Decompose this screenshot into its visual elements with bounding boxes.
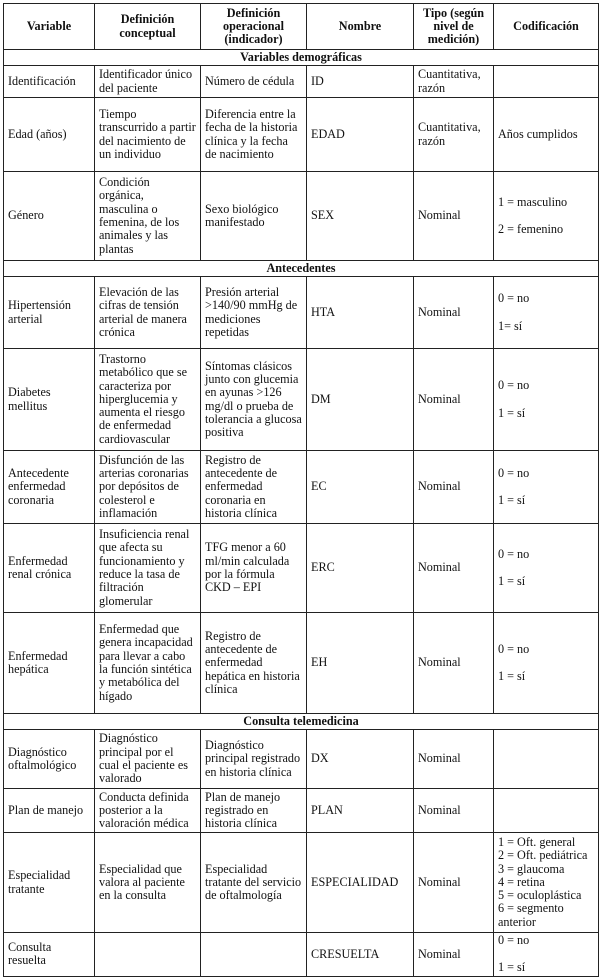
code-line: 5 = oculoplástica [498,888,582,903]
cell-nombre: ESPECIALIDAD [307,833,414,933]
cell-operacional: Registro de antecedente de enfermedad coronaria en historia clínica [201,451,307,524]
cell-operacional: Número de cédula [201,66,307,98]
cell-conceptual: Enfermedad que genera incapacidad para llevar a cabo la función sintética y metabólica del hígado [95,613,201,714]
cell-codificacion [494,613,599,714]
cell-variable: Enfermedad hepática [4,613,95,714]
cell-nombre: EH [307,613,414,714]
code-line: 1 = sí [498,669,526,683]
code-line: 6 = segmento anterior [498,901,564,929]
header-conceptual: Definición conceptual [95,4,201,50]
cell-tipo: Nominal [414,730,494,789]
cell-nombre: PLAN [307,789,414,833]
cell-variable: Antecedente enfermedad coronaria [4,451,95,524]
table-row [4,349,599,451]
cell-tipo: Nominal [414,349,494,451]
cell-nombre: ID [307,66,414,98]
cell-conceptual: Trastorno metabólico que se caracteriza por hiperglucemia y aumenta el riesgo de enfermedad cardiovascular [95,349,201,451]
section-antecedentes: Antecedentes [4,261,599,277]
code-line: 2 = femenino [498,222,564,236]
table-row [4,98,599,172]
cell-codificacion [494,451,599,524]
cell-tipo: Nominal [414,613,494,714]
cell-nombre: DX [307,730,414,789]
cell-operacional: Plan de manejo registrado en historia clínica [201,789,307,833]
table-row [4,730,599,789]
cell-conceptual: Conducta definida posterior a la valoración médica [95,789,201,833]
cell-conceptual: Insuficiencia renal que afecta su funcionamiento y reduce la tasa de filtración glomerular [95,524,201,613]
code-line: 0 = no [498,465,530,480]
cell-variable: Diabetes mellitus [4,349,95,451]
cell-conceptual: Tiempo transcurrido a partir del nacimiento de un individuo [95,98,201,172]
cell-operacional: Diferencia entre la fecha de la historia clínica y la fecha de nacimiento [201,98,307,172]
code-line: 0 = no [498,933,530,947]
header-nombre: Nombre [307,4,414,50]
cell-nombre: ERC [307,524,414,613]
cell-tipo: Cuantitativa, razón [414,98,494,172]
header-operacional: Definición operacional (indicador) [201,4,307,50]
cell-tipo: Nominal [414,833,494,933]
cell-tipo: Nominal [414,451,494,524]
cell-conceptual [95,933,201,977]
code-line: 2 = Oft. pediátrica [498,848,588,863]
header-tipo: Tipo (según nivel de medición) [414,4,494,50]
code-line: 0 = no [498,546,530,561]
code-line: 1= sí [498,318,523,333]
cell-codificacion [494,98,599,172]
code-line: 1 = sí [498,574,526,588]
variables-table [3,3,599,977]
cell-operacional: Síntomas clásicos junto con glucemia en ayunas >126 mg/dl o prueba de tolerancia a glucosa positiva [201,349,307,451]
table-row [4,172,599,261]
cell-operacional: Registro de antecedente de enfermedad hepática en historia clínica [201,613,307,714]
table-row [4,789,599,833]
table-row [4,613,599,714]
cell-conceptual: Elevación de las cifras de tensión arterial de manera crónica [95,277,201,349]
cell-conceptual: Especialidad que valora al paciente en la consulta [95,833,201,933]
cell-operacional: Presión arterial >140/90 mmHg de mediciones repetidas [201,277,307,349]
cell-codificacion [494,730,599,789]
code-line: 1 = sí [498,960,526,975]
cell-operacional: Sexo biológico manifestado [201,172,307,261]
code-line: 1 = sí [498,405,526,420]
cell-codificacion [494,277,599,349]
cell-variable: Enfermedad renal crónica [4,524,95,613]
cell-variable: Género [4,172,95,261]
code-line: 4 = retina [498,874,545,889]
cell-codificacion [494,172,599,261]
cell-codificacion [494,833,599,933]
code-line: 0 = no [498,641,530,656]
cell-conceptual: Condición orgánica, masculina o femenina, de los animales y las plantas [95,172,201,261]
table-row [4,833,599,933]
cell-variable: Diagnóstico oftalmológico [4,730,95,789]
section-row [4,261,599,277]
section-row [4,50,599,66]
cell-variable: Identificación [4,66,95,98]
cell-tipo: Nominal [414,277,494,349]
header-row [4,4,599,50]
code-line: 0 = no [498,378,530,393]
code-line: 1 = sí [498,493,526,507]
section-row [4,714,599,730]
header-codificacion: Codificación [494,4,599,50]
cell-nombre: DM [307,349,414,451]
cell-tipo: Nominal [414,172,494,261]
cell-conceptual: Diagnóstico principal por el cual el paciente es valorado [95,730,201,789]
section-telemedicina: Consulta telemedicina [4,714,599,730]
cell-nombre: EC [307,451,414,524]
cell-variable: Consulta resuelta [4,933,95,977]
cell-tipo: Nominal [414,933,494,977]
cell-codificacion [494,524,599,613]
cell-tipo: Nominal [414,789,494,833]
cell-tipo: Cuantitativa, razón [414,66,494,98]
cell-variable: Especialidad tratante [4,833,95,933]
cell-codificacion [494,66,599,98]
cell-codificacion [494,349,599,451]
code-line: 1 = Oft. general [498,834,576,849]
cell-nombre: SEX [307,172,414,261]
cell-codificacion [494,933,599,977]
code-line: Años cumplidos [498,126,578,141]
section-demograficas: Variables demográficas [4,50,599,66]
cell-variable: Edad (años) [4,98,95,172]
cell-codificacion [494,789,599,833]
code-line: 3 = glaucoma [498,861,565,876]
table-row [4,524,599,613]
cell-operacional: Diagnóstico principal registrado en historia clínica [201,730,307,789]
cell-operacional [201,933,307,977]
cell-tipo: Nominal [414,524,494,613]
table-row [4,933,599,977]
code-line: 0 = no [498,291,530,306]
table-row [4,66,599,98]
cell-nombre: HTA [307,277,414,349]
cell-operacional: TFG menor a 60 ml/min calculada por la fórmula CKD – EPI [201,524,307,613]
code-line: 1 = masculino [498,194,568,209]
cell-conceptual: Disfunción de las arterias coronarias por depósitos de colesterol e inflamación [95,451,201,524]
cell-operacional: Especialidad tratante del servicio de oftalmología [201,833,307,933]
cell-variable: Hipertensión arterial [4,277,95,349]
cell-variable: Plan de manejo [4,789,95,833]
cell-conceptual: Identificador único del paciente [95,66,201,98]
header-variable: Variable [4,4,95,50]
table-row [4,451,599,524]
cell-nombre: EDAD [307,98,414,172]
table-row [4,277,599,349]
cell-nombre: CRESUELTA [307,933,414,977]
